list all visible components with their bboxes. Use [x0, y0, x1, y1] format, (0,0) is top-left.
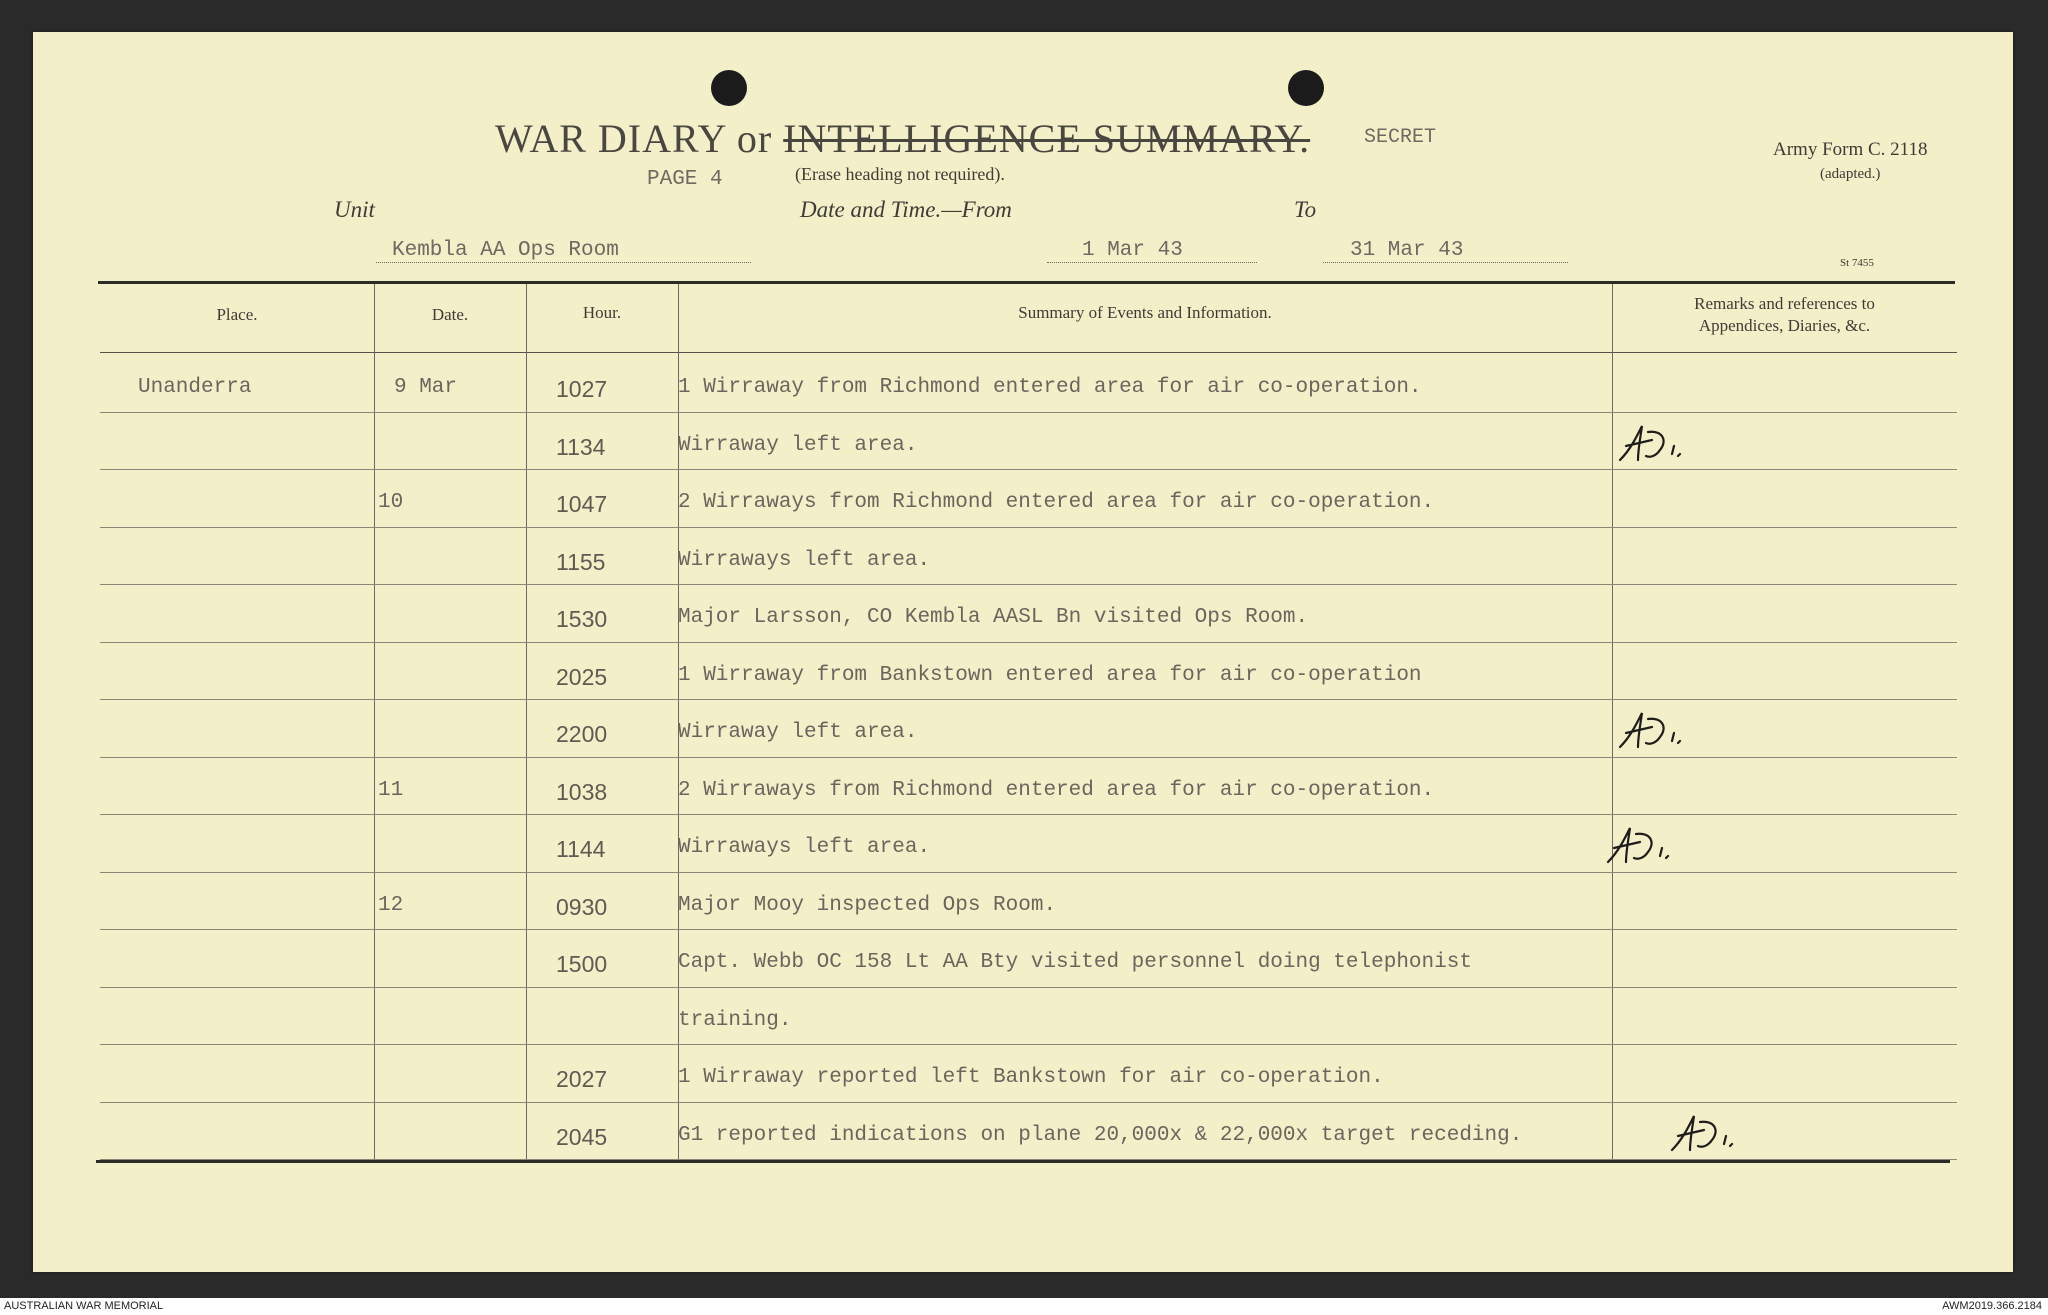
army-form-number: Army Form C. 2118 [1773, 139, 1928, 160]
entry-hour: 1500 [556, 951, 608, 977]
signature-stroke [1620, 713, 1680, 747]
row-divider [100, 757, 1957, 758]
table-bottom-rule [96, 1160, 1950, 1163]
footer-institution: AUSTRALIAN WAR MEMORIAL [4, 1300, 164, 1312]
entry-date: 11 [378, 779, 404, 802]
date-from-value: 1 Mar 43 [1082, 239, 1183, 262]
secret-stamp: SECRET [1364, 126, 1437, 149]
entry-date: 9 Mar [394, 376, 458, 399]
initials-signature [1604, 822, 1684, 868]
header-rule [100, 352, 1957, 353]
row-divider [100, 642, 1957, 643]
entry-summary: Wirraways left area. [678, 836, 931, 859]
entry-hour: 1134 [556, 434, 606, 460]
entry-place: Unanderra [138, 376, 252, 399]
entry-hour: 2045 [556, 1124, 608, 1150]
page-number: PAGE 4 [647, 168, 723, 191]
date-from-underline [1047, 262, 1257, 263]
remarks-header-line2: Appendices, Diaries, &c. [1698, 316, 1871, 335]
row-divider [100, 987, 1957, 988]
date-label: Date and Time.—From [800, 197, 1012, 222]
col-header-summary: Summary of Events and Information. [1018, 303, 1272, 322]
footer-accession: AWM2019.366.2184 [1942, 1300, 2042, 1312]
date-to-underline [1323, 262, 1568, 263]
row-divider [100, 412, 1957, 413]
title-war-diary: WAR DIARY or [495, 116, 773, 161]
table-top-rule [98, 281, 1955, 284]
entry-summary: 1 Wirraway reported left Bankstown for air co-operation. [678, 1066, 1384, 1089]
row-divider [100, 699, 1957, 700]
to-label: To [1294, 197, 1317, 222]
entry-hour: 1047 [556, 491, 608, 517]
entry-hour: 2200 [556, 721, 608, 747]
signature-stroke [1620, 426, 1680, 460]
punch-hole [711, 70, 747, 106]
row-divider [100, 584, 1957, 585]
entry-summary: Capt. Webb OC 158 Lt AA Bty visited personnel doing telephonist [678, 951, 1472, 974]
entry-hour: 1530 [556, 606, 608, 632]
row-divider [100, 527, 1957, 528]
initials-signature [1616, 707, 1696, 753]
unit-value: Kembla AA Ops Room [392, 239, 619, 262]
entry-summary: training. [678, 1009, 792, 1032]
entry-hour: 2027 [556, 1066, 608, 1092]
col-header-remarks [1612, 293, 1957, 337]
erase-note: (Erase heading not required). [795, 164, 1005, 184]
remarks-header-line1: Remarks and references to [1694, 294, 1875, 313]
entry-summary: 2 Wirraways from Richmond entered area for air co-operation. [678, 779, 1435, 802]
entry-hour: 1144 [556, 836, 606, 862]
col-header-place: Place. [216, 305, 258, 324]
entry-summary: Wirraway left area. [678, 721, 918, 744]
st-code: St 7455 [1840, 257, 1874, 269]
row-divider [100, 929, 1957, 930]
row-divider [100, 469, 1957, 470]
punch-hole [1288, 70, 1324, 106]
date-to-value: 31 Mar 43 [1350, 239, 1464, 262]
entry-hour: 1038 [556, 779, 608, 805]
row-divider [100, 872, 1957, 873]
signature-stroke [1608, 828, 1668, 862]
entry-hour: 1027 [556, 376, 608, 402]
signature-stroke [1672, 1116, 1732, 1150]
title-struck-intelligence: INTELLIGENCE SUMMARY. [783, 116, 1311, 161]
row-divider [100, 814, 1957, 815]
unit-label: Unit [334, 197, 375, 222]
army-form-label [1773, 138, 1927, 186]
entry-date: 12 [378, 894, 404, 917]
entry-hour: 1155 [556, 549, 606, 575]
col-divider-place [374, 284, 375, 1160]
entry-hour: 2025 [556, 664, 608, 690]
unit-underline [376, 262, 751, 263]
initials-signature [1616, 420, 1696, 466]
entry-summary: 2 Wirraways from Richmond entered area for air co-operation. [678, 491, 1435, 514]
adapted-note: (adapted.) [1820, 166, 1881, 182]
entry-summary: Wirraways left area. [678, 549, 931, 572]
row-divider [100, 1102, 1957, 1103]
entry-summary: 1 Wirraway from Richmond entered area for air co-operation. [678, 376, 1422, 399]
row-divider [100, 1044, 1957, 1045]
initials-signature [1668, 1110, 1748, 1156]
entry-date: 10 [378, 491, 404, 514]
form-title [495, 115, 1310, 162]
entry-summary: Major Mooy inspected Ops Room. [678, 894, 1057, 917]
entry-hour: 0930 [556, 894, 608, 920]
entry-summary: Major Larsson, CO Kembla AASL Bn visited Ops Room. [678, 606, 1309, 629]
row-divider [100, 1159, 1957, 1160]
col-header-date: Date. [431, 305, 469, 324]
col-divider-date [526, 284, 527, 1160]
col-divider-summary [1612, 284, 1613, 1160]
entry-summary: 1 Wirraway from Bankstown entered area for air co-operation [678, 664, 1422, 687]
footer-bar [0, 1298, 2048, 1315]
entry-summary: Wirraway left area. [678, 434, 918, 457]
col-header-hour: Hour. [582, 303, 622, 322]
entry-summary: G1 reported indications on plane 20,000x & 22,000x target receding. [678, 1124, 1523, 1147]
